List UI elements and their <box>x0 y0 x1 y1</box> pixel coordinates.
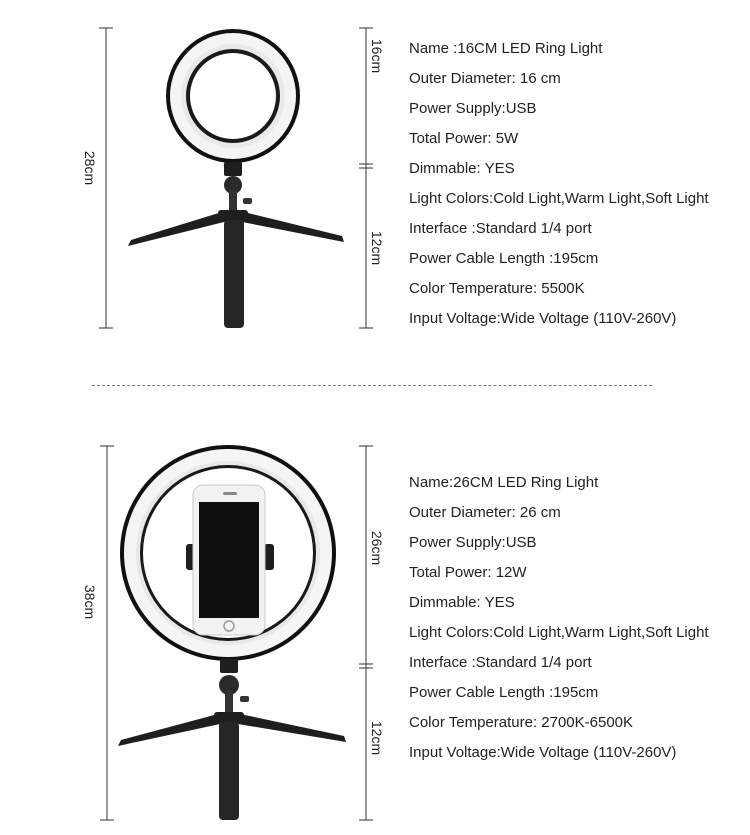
spec-outer-diameter: Outer Diameter: 16 cm <box>409 70 561 87</box>
smartphone <box>193 485 265 635</box>
spec-outer-diameter: Outer Diameter: 26 cm <box>409 504 561 521</box>
spec-input-voltage: Input Voltage:Wide Voltage (110V-260V) <box>409 744 677 761</box>
spec-dimmable: Dimmable: YES <box>409 594 515 611</box>
total-height-dimension-line <box>100 446 114 820</box>
spec-dimmable: Dimmable: YES <box>409 160 515 177</box>
spec-input-voltage: Input Voltage:Wide Voltage (110V-260V) <box>409 310 677 327</box>
ring-height-label: 16cm <box>369 38 386 74</box>
spec-power-cable-length: Power Cable Length :195cm <box>409 250 599 267</box>
product-26cm-panel <box>0 430 750 835</box>
spec-list-26cm <box>409 468 709 768</box>
spec-interface: Interface :Standard 1/4 port <box>409 654 592 671</box>
spec-power-cable-length: Power Cable Length :195cm <box>409 684 599 701</box>
stand-height-label: 12cm <box>369 230 386 266</box>
spec-light-colors: Light Colors:Cold Light,Warm Light,Soft Light <box>409 624 709 641</box>
ring-light-16cm <box>166 29 300 163</box>
spec-power-supply: Power Supply:USB <box>409 534 537 551</box>
total-height-dimension-line <box>99 28 113 328</box>
ring-light-16cm-illustration <box>0 0 400 360</box>
ring-light-26cm-illustration <box>0 430 400 835</box>
spec-color-temperature: Color Temperature: 5500K <box>409 280 585 297</box>
section-divider <box>92 385 652 386</box>
product-16cm-panel <box>0 0 750 360</box>
spec-list-16cm <box>409 34 709 334</box>
spec-name: Name :16CM LED Ring Light <box>409 40 603 57</box>
tripod-stand-26cm <box>118 659 346 820</box>
spec-total-power: Total Power: 12W <box>409 564 527 581</box>
tripod-stand-16cm <box>128 162 344 328</box>
total-height-label: 28cm <box>82 150 99 186</box>
spec-power-supply: Power Supply:USB <box>409 100 537 117</box>
spec-interface: Interface :Standard 1/4 port <box>409 220 592 237</box>
spec-light-colors: Light Colors:Cold Light,Warm Light,Soft Light <box>409 190 709 207</box>
spec-total-power: Total Power: 5W <box>409 130 519 147</box>
spec-color-temperature: Color Temperature: 2700K-6500K <box>409 714 634 731</box>
ring-and-stand-dimension-line <box>359 446 373 820</box>
total-height-label: 38cm <box>82 584 99 620</box>
spec-name: Name:26CM LED Ring Light <box>409 474 599 491</box>
stand-height-label: 12cm <box>369 720 386 756</box>
ring-height-label: 26cm <box>369 530 386 566</box>
